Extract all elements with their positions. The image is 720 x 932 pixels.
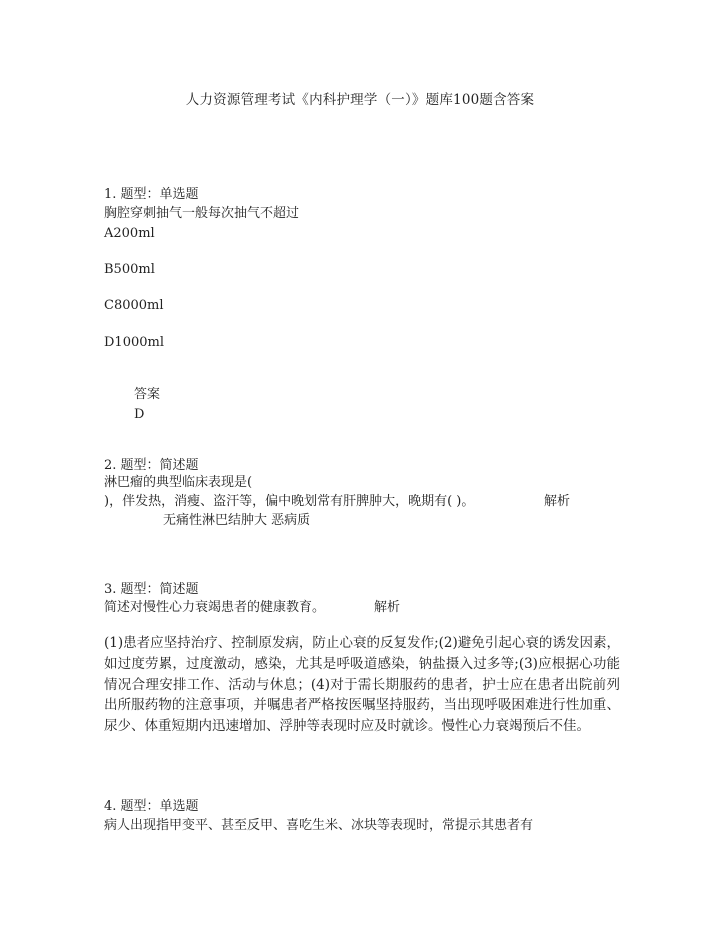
q3-analysis-label: 解析 <box>374 600 401 615</box>
q1-option-a: A200ml <box>104 226 155 241</box>
q2-analysis-label: 解析 <box>544 494 571 509</box>
q1-header: 1. 题型：单选题 <box>104 187 199 202</box>
q1-option-c: C8000ml <box>104 298 164 313</box>
document-title: 人力资源管理考试《内科护理学（一）》题库100题含答案 <box>185 92 535 108</box>
q3-header: 3. 题型：简述题 <box>104 582 199 597</box>
q4-header: 4. 题型：单选题 <box>104 799 199 814</box>
q2-answer: 无痛性淋巴结肿大 恶病质 <box>163 513 311 528</box>
q3-answer: (1)患者应坚持治疗、控制原发病，防止心衰的反复发作;(2)避免引起心衰的诱发因素，如过度劳累，过度激动，感染，尤其是呼吸道感染，钠盐摄入过多等;(3)应根据心功能情况合理安排工作、活动与休息；(4)对于需长期服药的患者，护士应在患者出院前列出所服药物的注意事项，并嘱患者严格按医嘱坚持服药，当出现呼吸困难进行性加重、尿少、体重短期内迅速增加、浮肿等表现时应及时就诊。慢性心力衰竭预后不佳。 <box>104 635 620 735</box>
q3-stem: 简述对慢性心力衰竭患者的健康教育。 <box>104 600 326 615</box>
q1-stem: 胸腔穿刺抽气一般每次抽气不超过 <box>104 206 300 221</box>
q1-option-b: B500ml <box>104 262 155 277</box>
q1-answer: D <box>134 407 145 422</box>
q4-stem: 病人出现指甲变平、甚至反甲、喜吃生米、冰块等表现时，常提示其患者有 <box>104 818 534 833</box>
q1-answer-label: 答案 <box>134 387 161 402</box>
q1-option-d: D1000ml <box>104 335 164 350</box>
q2-header: 2. 题型：简述题 <box>104 458 199 473</box>
q2-stem-line2: )，伴发热，消瘦、盗汗等，偏中晚划常有肝脾肿大，晚期有( )。 <box>104 494 475 509</box>
q2-stem-line1: 淋巴瘤的典型临床表现是( <box>104 475 253 490</box>
